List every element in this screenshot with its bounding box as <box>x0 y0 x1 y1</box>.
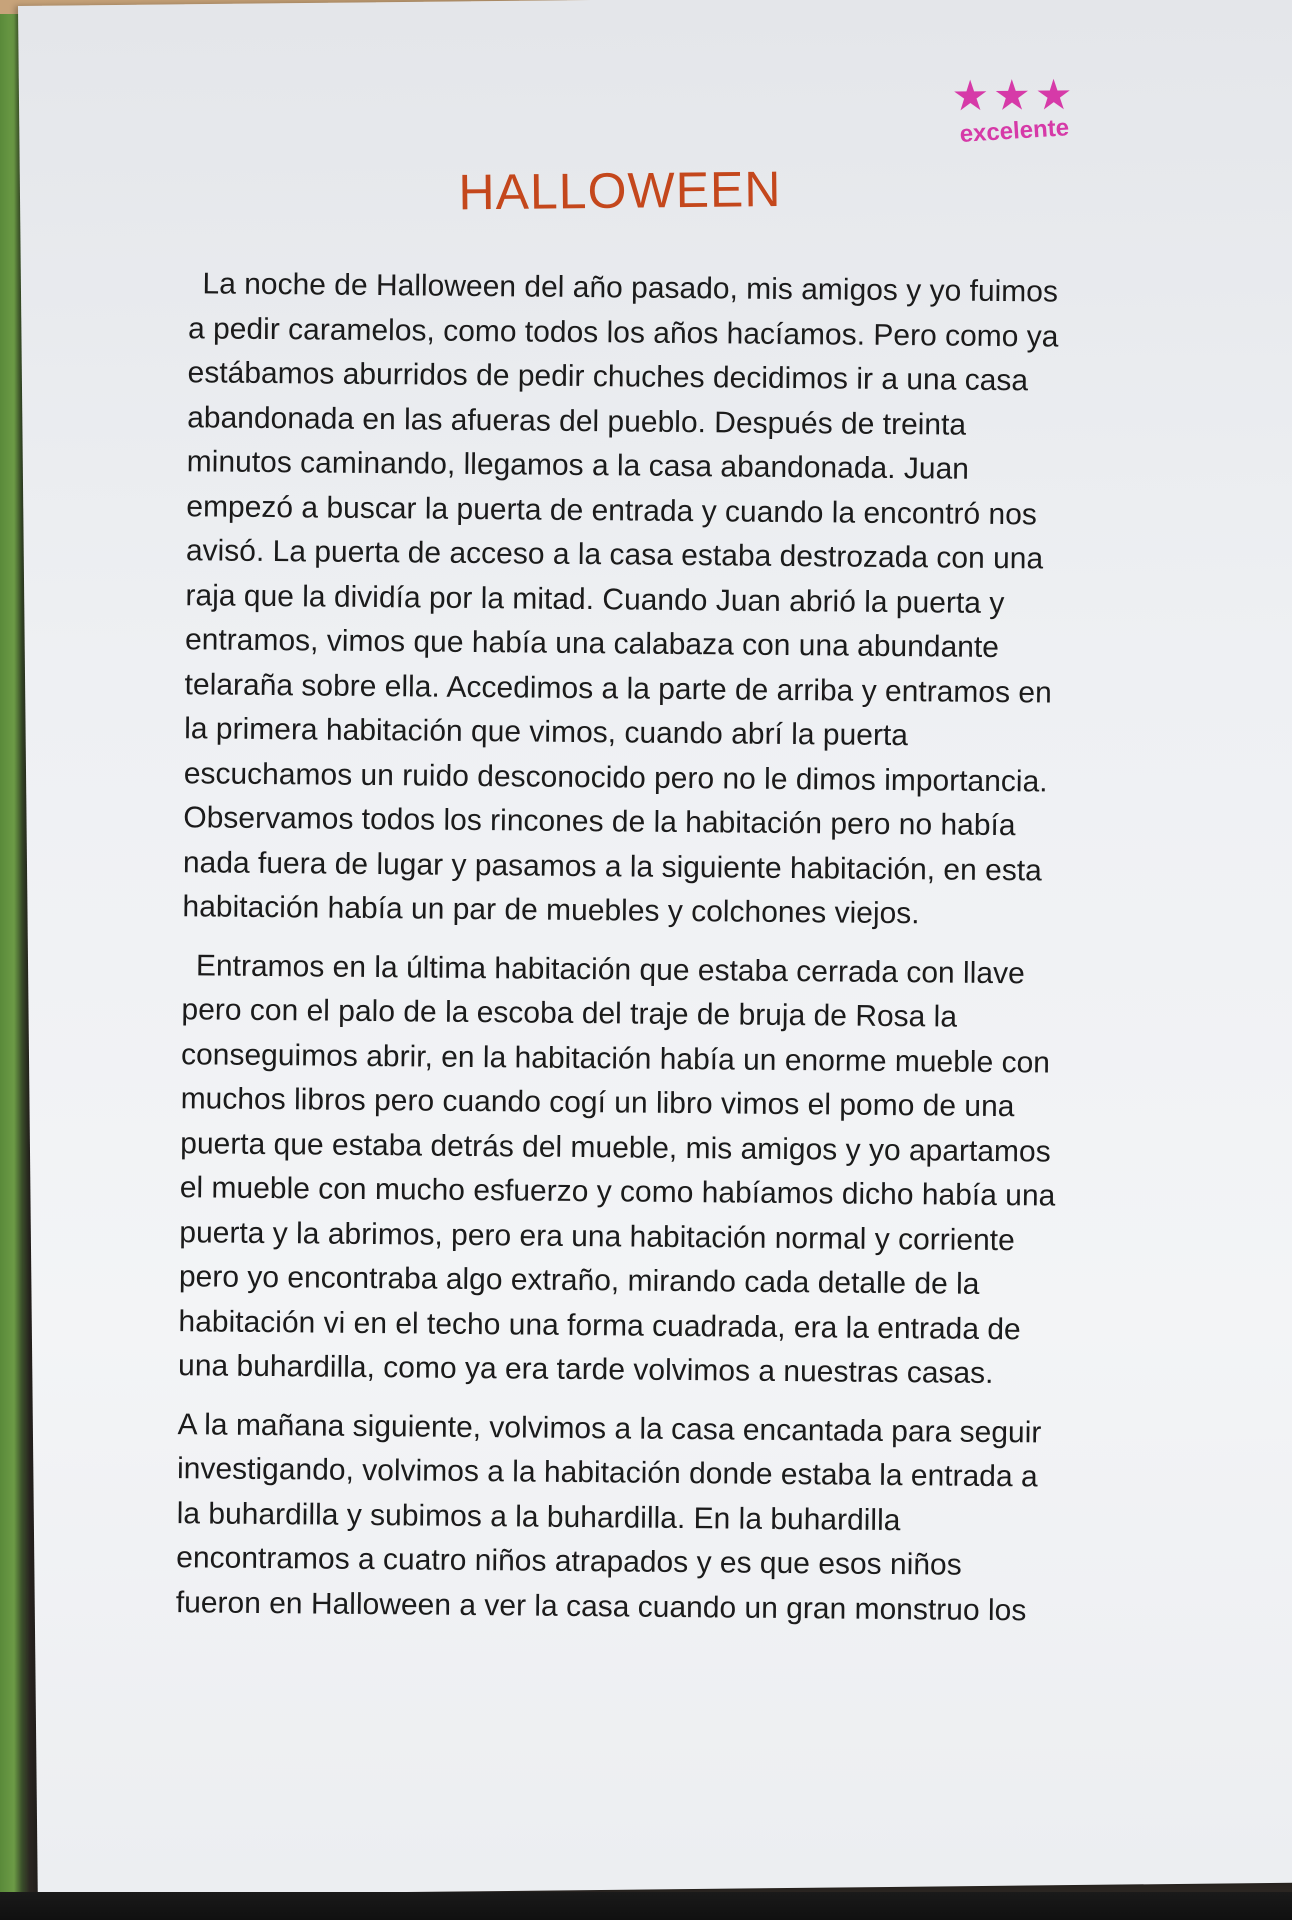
text-line: pero con el palo de la escoba del traje de bruja de Rosa la <box>181 993 958 1034</box>
bottom-shadow <box>0 1892 1292 1920</box>
text-line: avisó. La puerta de acceso a la casa estaba destrozada con una <box>185 534 1044 576</box>
paragraph-3 <box>176 1403 1148 1635</box>
text-line: Entramos en la última habitación que estaba cerrada con llave <box>195 948 1025 990</box>
story-body <box>175 262 1158 1648</box>
text-line: A la mañana siguiente, volvimos a la casa encantada para seguir <box>177 1407 1042 1449</box>
text-line: minutos caminando, llegamos a la casa abandonada. Juan <box>186 445 970 486</box>
text-line: muchos libros pero cuando cogí un libro vimos el pomo de una <box>180 1082 1015 1124</box>
grade-word: excelente <box>958 114 1070 148</box>
text-line: entramos, vimos que había una calabaza con una abundante <box>184 623 1000 665</box>
paragraph-1 <box>182 262 1158 939</box>
teacher-grade-stamp <box>939 70 1090 148</box>
text-line: raja que la dividía por la mitad. Cuando Juan abrió la puerta y <box>185 578 1005 620</box>
text-line: empezó a buscar la puerta de entrada y cuando la encontró nos <box>186 489 1038 531</box>
text-line: pero yo encontraba algo extraño, mirando cada detalle de la <box>178 1260 980 1301</box>
text-line: fueron en Halloween a ver la casa cuando un gran monstruo los <box>175 1585 1027 1627</box>
text-line: nada fuera de lugar y pasamos a la siguiente habitación, en esta <box>182 845 1042 887</box>
text-line: abandonada en las afueras del pueblo. Después de treinta <box>187 400 967 442</box>
text-line: puerta que estaba detrás del mueble, mis amigos y yo apartamos <box>180 1126 1051 1169</box>
grade-stars-icon: ★★★ <box>951 70 1077 120</box>
text-line: telaraña sobre ella. Accedimos a la parte de arriba y entramos en <box>184 667 1052 710</box>
paragraph-2 <box>178 944 1152 1398</box>
text-line: la buhardilla y subimos a la buhardilla. En la buhardilla <box>176 1496 901 1537</box>
text-line: escuchamos un ruido desconocido pero no le dimos importancia. <box>183 756 1048 798</box>
text-line: conseguimos abrir, en la habitación había un enorme mueble con <box>180 1037 1051 1080</box>
text-line: habitación había un par de muebles y colchones viejos. <box>182 890 920 931</box>
paper-sheet <box>18 0 1292 1896</box>
text-line: encontramos a cuatro niños atrapados y es que esos niños <box>176 1541 962 1582</box>
text-line: habitación vi en el techo una forma cuadrada, era la entrada de <box>178 1304 1021 1346</box>
text-line: estábamos aburridos de pedir chuches decidimos ir a una casa <box>187 356 1029 398</box>
text-line: investigando, volvimos a la habitación donde estaba la entrada a <box>176 1452 1038 1494</box>
text-line: Observamos todos los rincones de la habitación pero no había <box>183 801 1016 843</box>
text-line: a pedir caramelos, como todos los años hacíamos. Pero como ya <box>187 311 1059 354</box>
text-line: una buhardilla, como ya era tarde volvimos a nuestras casas. <box>177 1349 994 1391</box>
text-line: la primera habitación que vimos, cuando abrí la puerta <box>184 712 909 753</box>
text-line: puerta y la abrimos, pero era una habitación normal y corriente <box>179 1215 1015 1257</box>
text-line: La noche de Halloween del año pasado, mis amigos y yo fuimos <box>202 267 1059 309</box>
page-title: HALLOWEEN <box>458 161 782 221</box>
text-line: el mueble con mucho esfuerzo y como habíamos dicho había una <box>179 1171 1056 1213</box>
